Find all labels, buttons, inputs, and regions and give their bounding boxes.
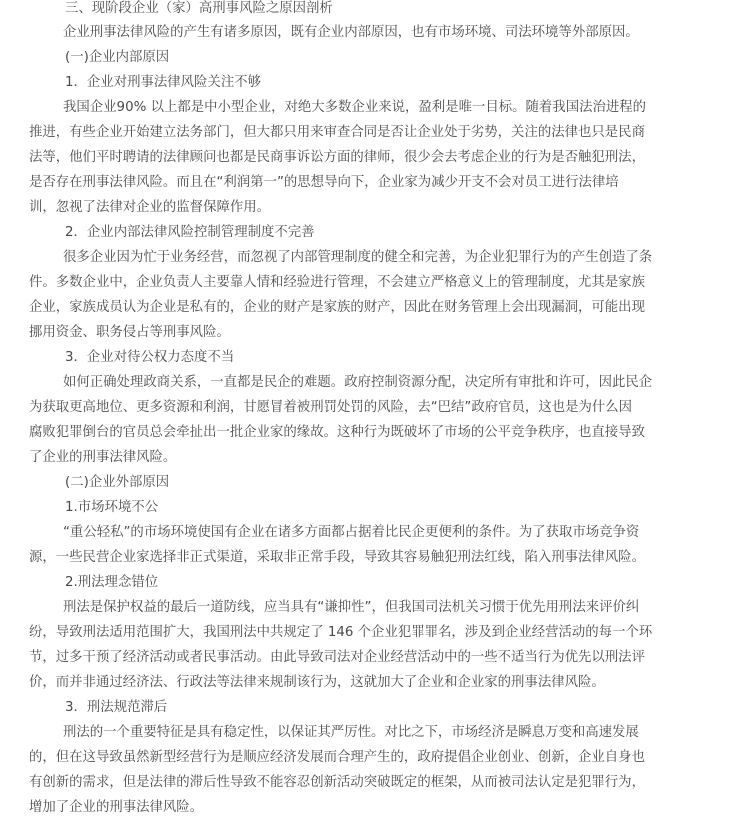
part-title-internal: (一)企业内部原因 — [65, 50, 170, 65]
paragraph-line: 推进，有些企业开始建立法务部门，但大都只用来审查合同是否让企业处于劣势，关注的法律也只是民商 — [29, 125, 645, 140]
paragraph-line: 有创新的需求，但是法律的滞后性导致不能容忍创新活动突破既定的框架，从而被司法认定是犯罪行为， — [29, 775, 645, 790]
paragraph-line: 挪用资金、职务侵占等刑事风险。 — [29, 325, 230, 340]
paragraph-line: 很多企业因为忙于业务经营，而忽视了内部管理制度的健全和完善，为企业犯罪行为的产生创造了条 — [63, 250, 653, 265]
paragraph-line: 刑法是保护权益的最后一道防线，应当具有“谦抑性”，但我国司法机关习惯于优先用刑法来评价纠 — [63, 600, 640, 615]
paragraph-line: 刑法的一个重要特征是具有稳定性，以保证其严厉性。对比之下，市场经济是瞬息万变和高速发展 — [63, 725, 639, 740]
section-heading: 三、现阶段企业（家）高刑事风险之原因剖析 — [65, 1, 333, 16]
subsection-title: 2.刑法理念错位 — [65, 575, 159, 590]
paragraph-line: 如何正确处理政商关系，一直都是民企的难题。政府控制资源分配，决定所有审批和许可，因此民企 — [63, 375, 653, 390]
part-title-external: (二)企业外部原因 — [65, 475, 170, 490]
paragraph-line: 增加了企业的刑事法律风险。 — [29, 800, 204, 815]
paragraph-line: 企业，家族成员认为企业是私有的，企业的财产是家族的财产，因此在财务管理上会出现漏洞，可能出现 — [29, 300, 645, 315]
paragraph-line: 的，但在这导致虽然新型经营行为是顺应经济发展而合理产生的，政府提倡企业创业、创新，企业自身也 — [29, 750, 645, 765]
paragraph-line: 法等，他们平时聘请的法律顾问也都是民商事诉讼方面的律师，很少会去考虑企业的行为是否触犯刑法， — [29, 150, 645, 165]
paragraph-line: “重公轻私”的市场环境使国有企业在诸多方面都占据着比民企更便利的条件。为了获取市场竞争资 — [63, 525, 640, 540]
paragraph-line: 训，忽视了法律对企业的监督保障作用。 — [29, 200, 271, 215]
paragraph-line: 节，过多干预了经济活动或者民事活动。由此导致司法对企业经营活动中的一些不适当行为优先以刑法评 — [29, 650, 645, 665]
subsection-title: 3．企业对待公权力态度不当 — [65, 350, 235, 365]
paragraph-line: 为获取更高地位、更多资源和利润，甘愿冒着被刑罚处罚的风险，去“巴结”政府官员，这也是为什么因 — [29, 400, 633, 415]
paragraph-line: 纷，导致刑法适用范围扩大，我国刑法中共规定了 146 个企业犯罪罪名，涉及到企业经营活动的每一个环 — [29, 625, 653, 640]
subsection-title: 1．企业对刑事法律风险关注不够 — [65, 75, 261, 90]
subsection-title: 2．企业内部法律风险控制管理制度不完善 — [65, 225, 315, 240]
paragraph-line: 源，一些民营企业家选择非正式渠道，采取非正常手段，导致其容易触犯刑法红线，陷入刑事法律风险。 — [29, 550, 645, 565]
intro-paragraph: 企业刑事法律风险的产生有诸多原因，既有企业内部原因，也有市场环境、司法环境等外部原因。 — [63, 25, 639, 40]
paragraph-line: 是否存在刑事法律风险。而且在“利润第一”的思想导向下，企业家为减少开支不会对员工进行法律培 — [29, 175, 619, 190]
subsection-title: 3．刑法规范滞后 — [65, 700, 168, 715]
paragraph-line: 了企业的刑事法律风险。 — [29, 450, 177, 465]
paragraph-line: 件。多数企业中，企业负责人主要靠人情和经验进行管理，不会建立严格意义上的管理制度，尤其是家族 — [29, 275, 645, 290]
subsection-title: 1.市场环境不公 — [65, 500, 159, 515]
paragraph-line: 我国企业90% 以上都是中小型企业，对绝大多数企业来说，盈利是唯一目标。随着我国法治进程的 — [63, 100, 647, 115]
paragraph-line: 腐败犯罪倒台的官员总会牵扯出一批企业家的缘故。这种行为既破坏了市场的公平竞争秩序，也直接导致 — [29, 425, 645, 440]
paragraph-line: 价，而并非通过经济法、行政法等法律来规制该行为，这就加大了企业和企业家的刑事法律风险。 — [29, 675, 605, 690]
